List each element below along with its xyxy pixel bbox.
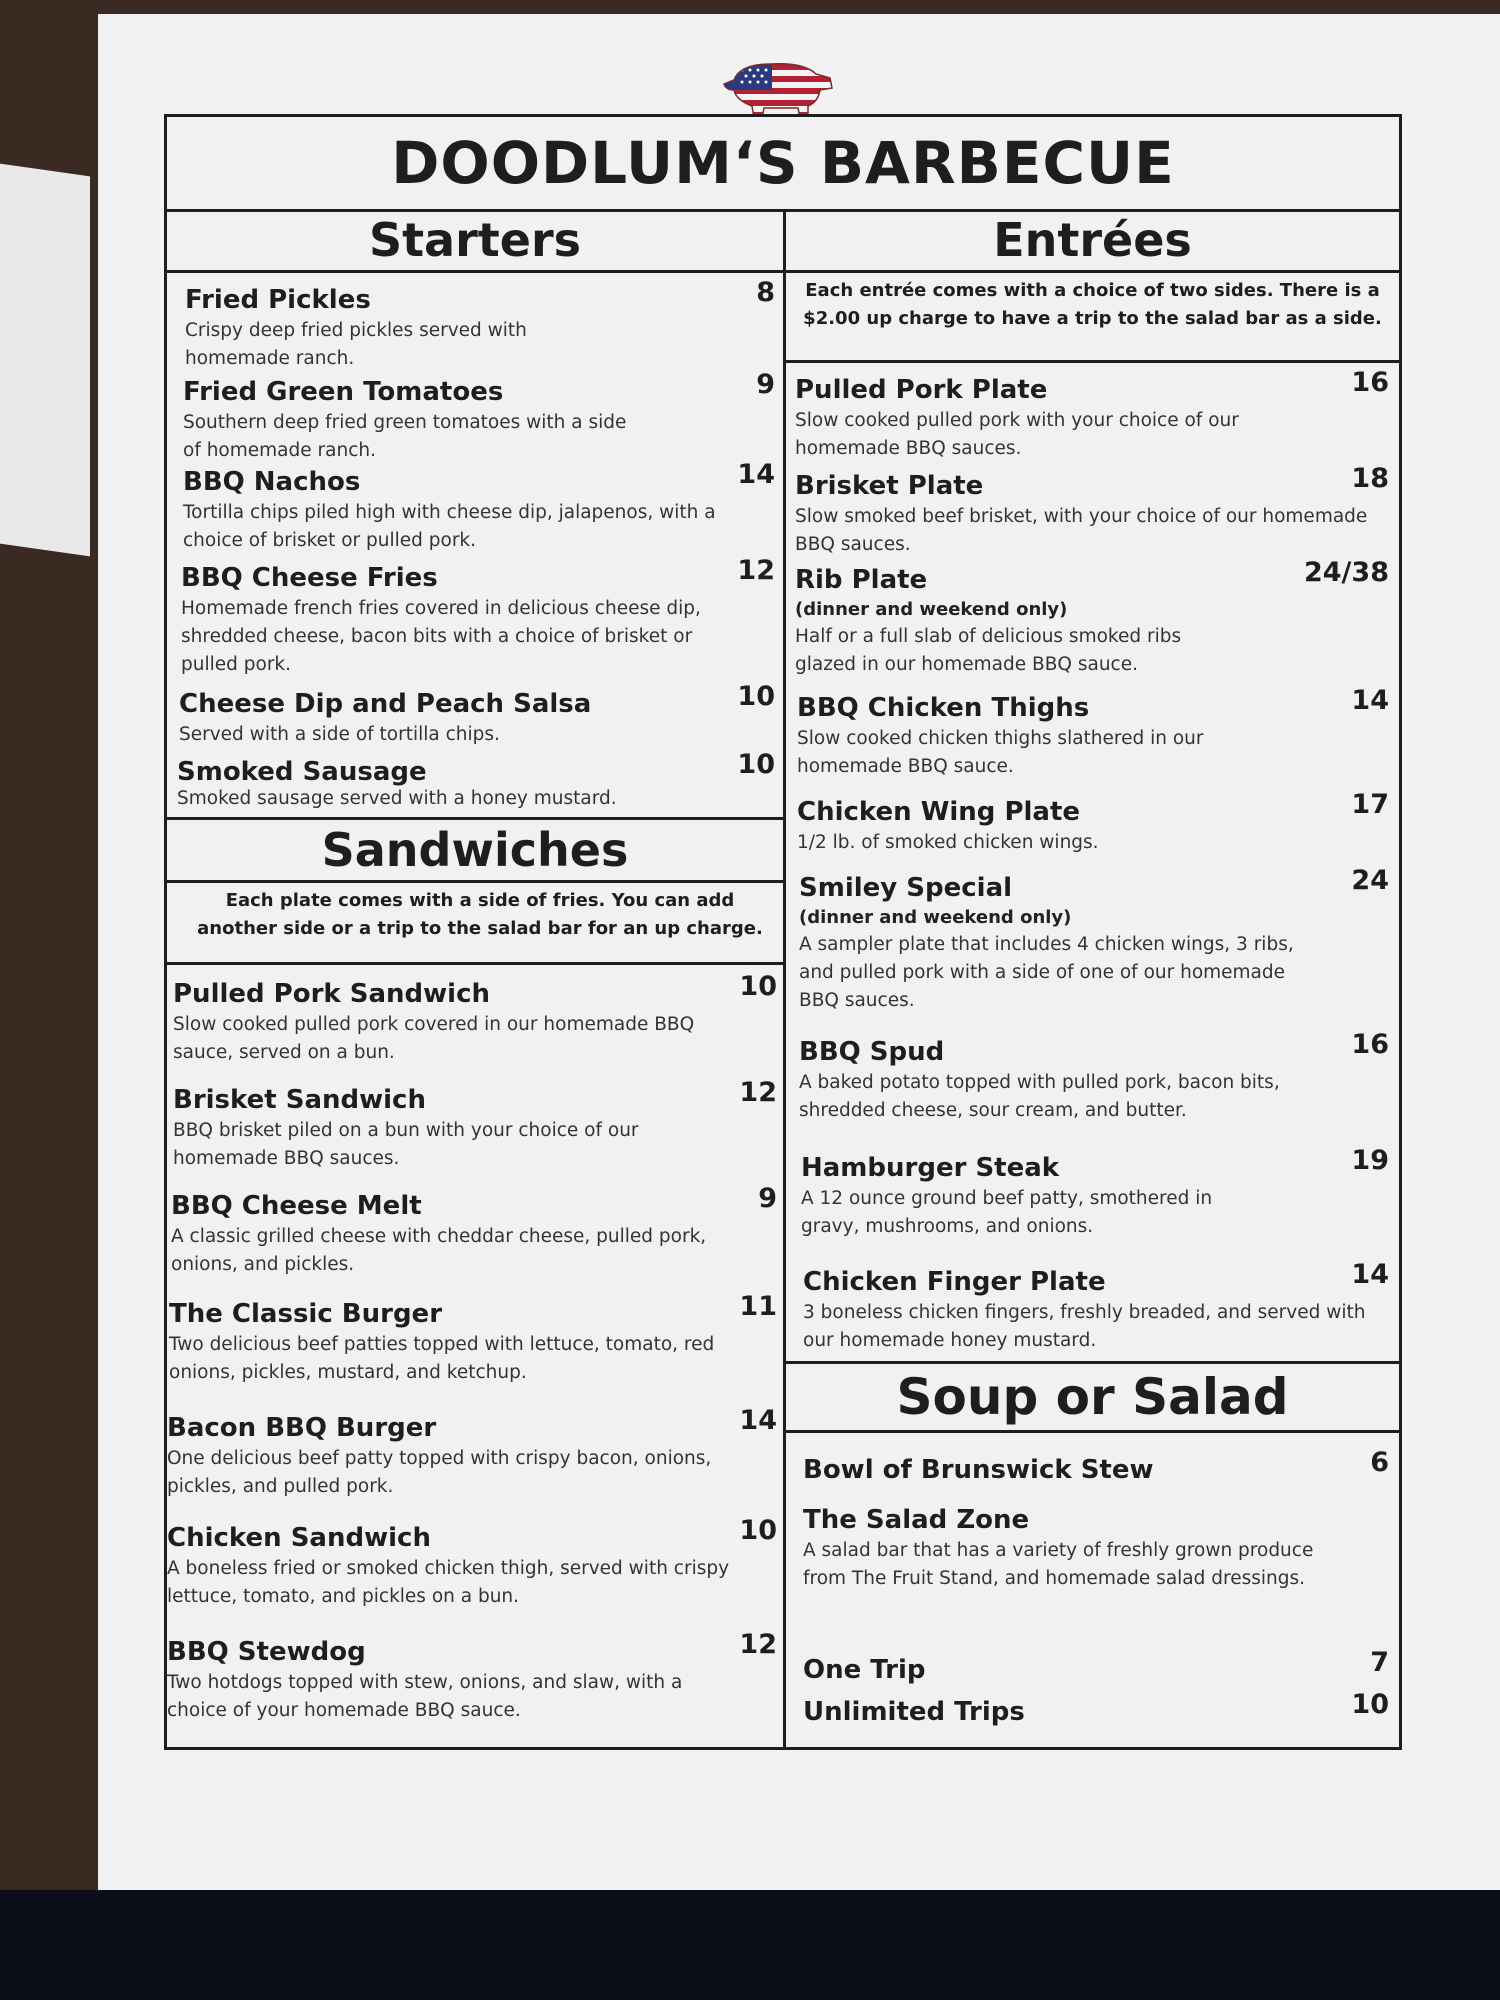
item-price: 9 (758, 1183, 777, 1214)
table-surface (0, 1890, 1500, 2000)
item-desc: Two delicious beef patties topped with lettuce, tomato, red onions, pickles, mustard, and ketchup. (169, 1334, 715, 1383)
entree-item (797, 685, 1389, 781)
starter-item (179, 681, 775, 749)
item-desc: Slow cooked pulled pork covered in our homemade BBQ sauce, served on a bun. (173, 1014, 695, 1063)
item-name: Chicken Wing Plate (797, 797, 1081, 827)
item-desc: A salad bar that has a variety of freshly grown produce from The Fruit Stand, and homemade salad dressings. (803, 1540, 1314, 1589)
sandwich-item (167, 1515, 777, 1611)
item-desc: Slow cooked chicken thighs slathered in our homemade BBQ sauce. (797, 728, 1204, 777)
item-price: 16 (1351, 1029, 1389, 1060)
item-desc: Two hotdogs topped with stew, onions, and slaw, with a choice of your homemade BBQ sauce. (167, 1672, 683, 1721)
entree-item (801, 1145, 1389, 1241)
item-price: 14 (1351, 685, 1389, 716)
item-price: 19 (1351, 1145, 1389, 1176)
flag-pig-logo-icon (720, 56, 836, 122)
napkin (0, 164, 90, 557)
item-desc: Slow smoked beef brisket, with your choice of our homemade BBQ sauces. (795, 506, 1368, 555)
item-price: 16 (1351, 367, 1389, 398)
sandwich-item (167, 1629, 777, 1725)
item-name: BBQ Spud (799, 1037, 945, 1067)
item-name: One Trip (803, 1655, 926, 1685)
salad-zone-item (803, 1503, 1389, 1593)
sandwich-item (173, 1077, 777, 1173)
item-desc: A baked potato topped with pulled pork, bacon bits, shredded cheese, sour cream, and butter. (799, 1072, 1280, 1121)
item-desc: A sampler plate that includes 4 chicken wings, 3 ribs, and pulled pork with a side of one of our homemade BBQ sauces. (799, 934, 1294, 1011)
sandwich-item (171, 1183, 777, 1279)
entree-item (795, 367, 1389, 463)
item-price: 12 (739, 1629, 777, 1660)
item-desc: A boneless fried or smoked chicken thigh, served with crispy lettuce, tomato, and pickles on a bun. (167, 1558, 730, 1607)
item-name: BBQ Cheese Fries (181, 563, 438, 593)
item-name: Unlimited Trips (803, 1697, 1025, 1727)
entrees-note: Each entrée comes with a choice of two sides. There is a $2.00 up charge to have a trip to the salad bar as a side. (786, 273, 1399, 363)
entrees-heading: Entrées (786, 209, 1399, 273)
item-price: 14 (1351, 1259, 1389, 1290)
sandwiches-heading: Sandwiches (167, 817, 783, 883)
item-desc: A classic grilled cheese with cheddar cheese, pulled pork, onions, and pickles. (171, 1226, 707, 1275)
item-price: 10 (737, 749, 775, 780)
item-name: BBQ Chicken Thighs (797, 693, 1090, 723)
item-availability: (dinner and weekend only) (795, 599, 1068, 620)
item-name: Brisket Sandwich (173, 1085, 426, 1115)
item-desc: Slow cooked pulled pork with your choice of our homemade BBQ sauces. (795, 410, 1239, 459)
item-name: The Classic Burger (169, 1299, 443, 1329)
starter-item (185, 277, 775, 373)
item-price: 17 (1351, 789, 1389, 820)
sandwiches-note: Each plate comes with a side of fries. You can add another side or a trip to the salad bar for an up charge. (167, 883, 783, 965)
item-desc: Half or a full slab of delicious smoked ribs glazed in our homemade BBQ sauce. (795, 626, 1182, 675)
item-desc: Homemade french fries covered in delicious cheese dip, shredded cheese, bacon bits with a choice of brisket or pulled pork. (181, 598, 701, 675)
entree-item (799, 1029, 1389, 1125)
stew-item (803, 1447, 1389, 1487)
item-desc: Southern deep fried green tomatoes with a side of homemade ranch. (183, 412, 627, 461)
item-name: Bowl of Brunswick Stew (803, 1455, 1154, 1485)
restaurant-title: DOODLUM‘S BARBECUE (167, 117, 1399, 212)
item-desc: 3 boneless chicken fingers, freshly breaded, and served with our homemade honey mustard. (803, 1302, 1366, 1351)
item-name: BBQ Stewdog (167, 1637, 366, 1667)
starter-item (183, 369, 775, 465)
item-name: Fried Pickles (185, 285, 371, 315)
item-price: 6 (1370, 1447, 1389, 1478)
starter-item (177, 749, 775, 809)
item-price: 7 (1370, 1647, 1389, 1678)
item-name: Chicken Sandwich (167, 1523, 431, 1553)
sandwich-item (169, 1291, 777, 1387)
sandwich-item (167, 1405, 777, 1501)
unlimited-trips-item (803, 1689, 1389, 1729)
item-name: BBQ Cheese Melt (171, 1191, 422, 1221)
item-price: 10 (739, 971, 777, 1002)
entree-item (803, 1259, 1389, 1355)
item-desc: One delicious beef patty topped with crispy bacon, onions, pickles, and pulled pork. (167, 1448, 712, 1497)
item-name: Pulled Pork Plate (795, 375, 1048, 405)
item-name: Chicken Finger Plate (803, 1267, 1106, 1297)
entree-item (797, 789, 1389, 857)
item-price: 12 (737, 555, 775, 586)
item-desc: 1/2 lb. of smoked chicken wings. (797, 832, 1099, 853)
sandwich-item (173, 971, 777, 1067)
item-name: Fried Green Tomatoes (183, 377, 504, 407)
one-trip-item (803, 1647, 1389, 1687)
item-name: Pulled Pork Sandwich (173, 979, 491, 1009)
item-name: The Salad Zone (803, 1505, 1030, 1535)
starter-item (183, 459, 775, 555)
item-price: 12 (739, 1077, 777, 1108)
item-desc: BBQ brisket piled on a bun with your choice of our homemade BBQ sauces. (173, 1120, 639, 1169)
item-price: 24 (1351, 865, 1389, 896)
item-availability: (dinner and weekend only) (799, 907, 1072, 928)
starters-heading: Starters (167, 209, 783, 273)
item-name: Smiley Special (799, 873, 1013, 903)
item-price: 14 (739, 1405, 777, 1436)
item-desc: Tortilla chips piled high with cheese dip, jalapenos, with a choice of brisket or pulled pork. (183, 502, 716, 551)
item-price: 14 (737, 459, 775, 490)
item-name: BBQ Nachos (183, 467, 361, 497)
item-price: 11 (739, 1291, 777, 1322)
entree-item (799, 865, 1389, 1015)
item-name: Rib Plate (795, 565, 928, 595)
item-price: 9 (756, 369, 775, 400)
item-name: Brisket Plate (795, 471, 984, 501)
item-name: Bacon BBQ Burger (167, 1413, 437, 1443)
item-price: 24/38 (1303, 557, 1389, 588)
soup-salad-heading: Soup or Salad (786, 1361, 1399, 1433)
menu-board (164, 114, 1402, 1750)
item-desc: A 12 ounce ground beef patty, smothered in gravy, mushrooms, and onions. (801, 1188, 1213, 1237)
item-desc: Smoked sausage served with a honey mustard. (177, 788, 617, 809)
item-price: 18 (1351, 463, 1389, 494)
item-price: 10 (737, 681, 775, 712)
item-price: 10 (739, 1515, 777, 1546)
item-desc: Crispy deep fried pickles served with homemade ranch. (185, 320, 527, 369)
entree-item (795, 557, 1389, 679)
item-desc: Served with a side of tortilla chips. (179, 724, 500, 745)
item-price: 10 (1351, 1689, 1389, 1720)
entree-item (795, 463, 1389, 559)
starter-item (181, 555, 775, 679)
item-price: 8 (756, 277, 775, 308)
item-name: Cheese Dip and Peach Salsa (179, 689, 592, 719)
item-name: Hamburger Steak (801, 1153, 1060, 1183)
item-name: Smoked Sausage (177, 757, 427, 787)
column-divider (783, 209, 786, 1747)
